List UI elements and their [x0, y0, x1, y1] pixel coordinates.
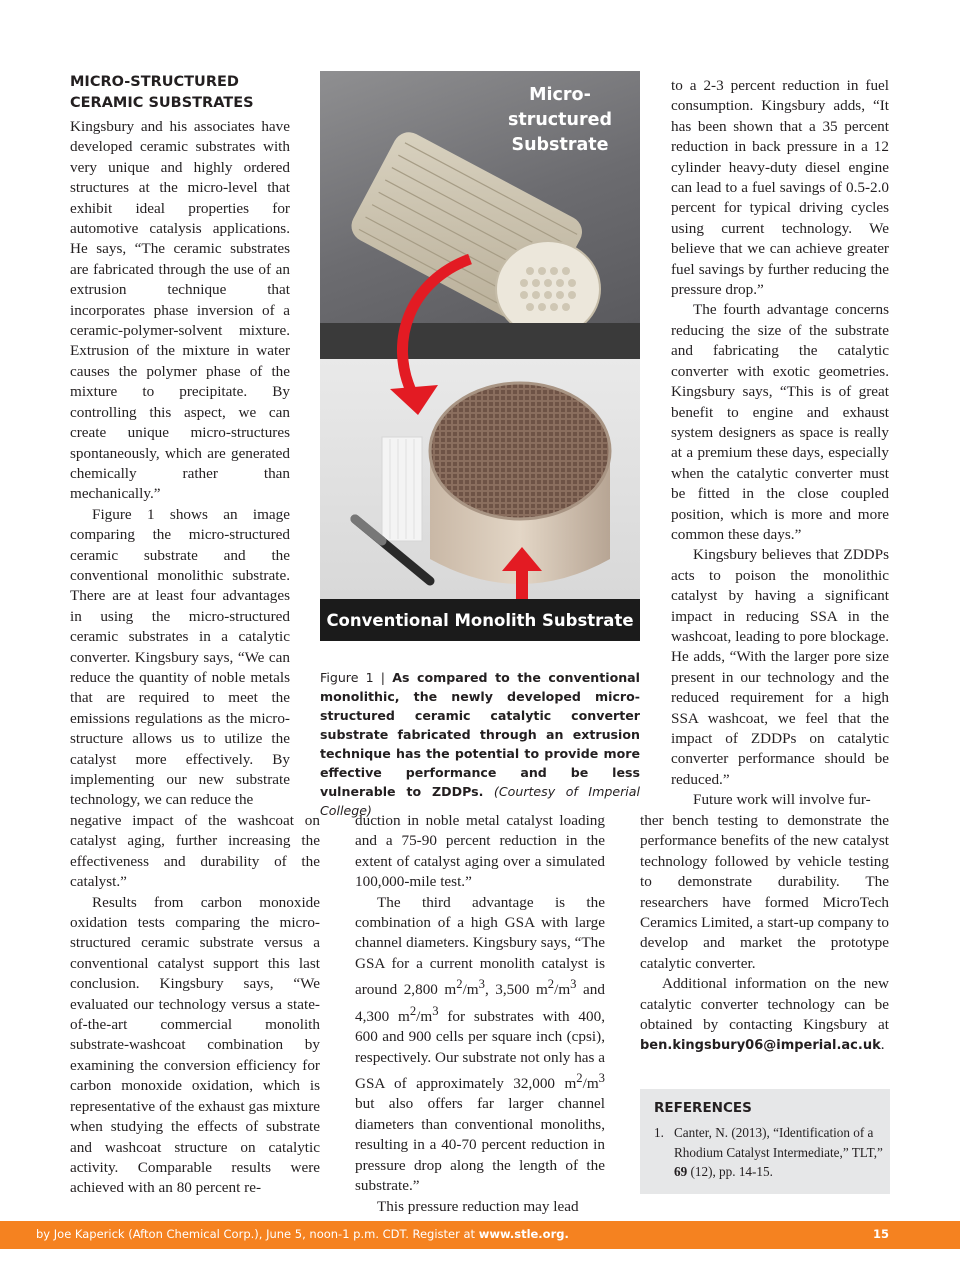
section-heading — [70, 72, 310, 113]
right-column-bottom — [640, 811, 889, 1057]
left-paragraph-2: Figure 1 shows an image comparing the micro-structured ceramic substrate and the conventional monolithic substrate. There are at least four advantages in using the micro-structured ceramic substrates in a catalytic converter. Kingsbury says, “We can reduce the quantity of noble metals that are required to meet the emissions regulations as the micro-structure allows us to utilize the catalyst more effectively. By implementing our new substrate technology, we can reduce the — [70, 505, 290, 809]
up-arrow-head — [502, 547, 542, 571]
right-paragraph-0: to a 2-3 percent reduction in fuel consumption. Kingsbury adds, “It has been shown that a 35 percent reduction in back pressure in a 12 cylinder heavy-duty diesel engine can lead to a fuel savings of 0.5-2.0 percent for typical driving cycles using current technology. We believe that we can achieve greater fuel savings by further reducing the pressure drop.” — [671, 77, 889, 299]
middle-paragraph-2: The third advantage is the combination of a high GSA with large channel diameters. Kingsbury says, “The GSA for a current monolith catalyst is around 2,800 $m^2/m^3$, 3,500 $m^2/m^3$ and 4,300 $m^2/m^3$ for substrates with 400, 600 and 900 cells per square inch (cpsi), respectively. Our substrate not only has a GSA of approximately 32,000 $m^2/m^3$ but also offers far larger channel diameters than conventional monoliths, resulting in a 40-70 percent reduction in pressure drop along the length of the substrate.” — [355, 893, 605, 1195]
right-paragraph-1: The fourth advantage concerns reducing the size of the substrate and fabricating the catalytic converter with exotic geometries. Kingsbury says, “This is of great benefit to engine and exhaust system designers as space is really at a premium these days, especially when the catalytic converter must be fitted in the close coupled position, which is more and more common these days.” — [671, 301, 889, 543]
section-heading-line-1: MICRO-STRUCTURED — [70, 74, 239, 90]
right-paragraph-2: Kingsbury believes that ZDDPs acts to poison the monolithic catalyst by having a significant impact in reducing SSA in the washcoat, leading to pore blockage. He adds, “With the larger pore size present in our technology and the reduced requirement for a high SSA washcoat, we feel that the impact of ZDDPs on catalytic converter performance should be reduced.” — [671, 546, 889, 788]
figure-caption — [320, 668, 640, 820]
references-box — [640, 1089, 890, 1194]
label-conventional-monolith: Conventional Monolith Substrate — [326, 611, 634, 630]
left-column-bottom — [70, 811, 320, 1199]
curved-arrow-shaft — [402, 259, 470, 393]
caption-text: As compared to the conventional monolithic, the newly developed micro-structured ceramic catalytic converter substrate fabricated through an extrusion technique has the potential to provide more effective performance and be less vulnerable to ZDDPs. — [320, 670, 640, 799]
references-title: REFERENCES — [654, 1100, 752, 1116]
middle-column — [355, 811, 605, 1217]
caption-credit: (Courtesy of Imperial College) — [320, 784, 640, 818]
right-column-top — [671, 76, 889, 811]
reference-item: Canter, N. (2013), “Identification of a Rhodium Catalyst Intermediate,” TLT,” 69 (12), pp. 14-15. — [674, 1125, 883, 1179]
right-paragraph-3-start: Future work will involve fur- — [693, 791, 871, 809]
left-paragraph-3: Results from carbon monoxide oxidation tests comparing the micro-structured ceramic substrate versus a conventional catalyst support this last conclusion. Kingsbury says, “We evaluated our technology versus a state-of-the-art commercial monolith substrate-washcoat combination by examining the conversion efficiency for carbon monoxide oxidation, which is representative of the exhaust gas mixture when studying the effects of substrate and washcoat structure on catalytic activity. Comparable results were achieved with an 80 percent re- — [70, 893, 320, 1197]
arrows-overlay — [320, 71, 640, 641]
curved-arrow-head — [390, 385, 438, 415]
left-paragraph-2-continued: negative impact of the washcoat on catalyst aging, further increasing the effectiveness and durability of the catalyst.” — [70, 812, 320, 891]
page-number: 15 — [873, 1227, 890, 1241]
figure-photo — [320, 71, 640, 641]
page-footer — [0, 1221, 960, 1249]
section-heading-line-2: CERAMIC SUBSTRATES — [70, 94, 254, 111]
footer-link[interactable]: www.stle.org. — [478, 1227, 569, 1241]
middle-paragraph-3: This pressure reduction may lead — [377, 1197, 579, 1215]
right-paragraph-4: Additional information on the new catalytic converter technology can be obtained by contacting Kingsbury at ben.kingsbury06@imperial.ac.uk. — [640, 975, 889, 1054]
left-column-top — [70, 117, 290, 811]
label-micro-structured: Micro-structured Substrate — [507, 85, 613, 155]
right-paragraph-3-continued: ther bench testing to demonstrate the performance benefits of the new catalyst technology followed by vehicle testing to demonstrate durability. The researchers have formed MicroTech Ceramics Limited, a start-up company to develop and market the prototype catalytic converter. — [640, 812, 889, 972]
footer-text: by Joe Kaperick (Afton Chemical Corp.), June 5, noon-1 p.m. CDT. Register at www.stle.org. — [36, 1227, 569, 1241]
left-paragraph-1: Kingsbury and his associates have developed ceramic substrates with very unique and highly ordered structures at the micro-level that exhibit ideal properties for automotive catalysis applications. He says, “The ceramic substrates are fabricated through the use of an extrusion technique that incorporates phase inversion of a ceramic-polymer-solvent mixture. Extrusion of the mixture in water causes the polymer phase of the mixture to precipitate. By controlling this aspect, we can create unique micro-structures spontaneously, which are generated chemically rather than mechanically.” — [70, 118, 290, 503]
contact-email-link[interactable]: ben.kingsbury06@imperial.ac.uk — [640, 1038, 881, 1054]
reference-number: 1. — [654, 1125, 664, 1140]
caption-figure-number: Figure 1 | — [320, 670, 386, 685]
middle-paragraph-1: duction in noble metal catalyst loading and a 75-90 percent reduction in the extent of catalyst aging over a simulated 100,000-mile test.” — [355, 812, 605, 891]
